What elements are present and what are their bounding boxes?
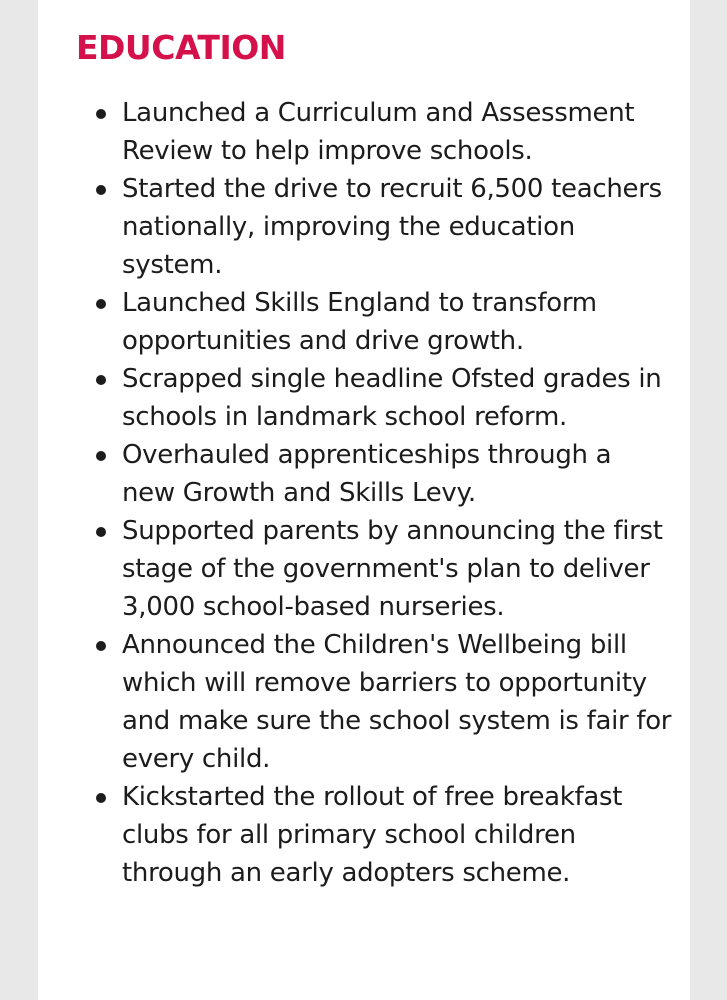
list-item-text: Launched a Curriculum and Assessment Review to help improve schools. (122, 98, 635, 166)
bullet-icon (96, 299, 106, 309)
list-item (76, 360, 672, 436)
bullet-icon (96, 185, 106, 195)
list-item-text: Scrapped single headline Ofsted grades in schools in landmark school reform. (122, 364, 662, 432)
bullet-icon (96, 793, 106, 803)
list-item (76, 512, 672, 626)
achievements-list (76, 94, 672, 892)
list-item (76, 284, 672, 360)
list-item (76, 170, 672, 284)
list-item-text: Started the drive to recruit 6,500 teachers nationally, improving the education system. (122, 174, 662, 280)
list-item-text: Kickstarted the rollout of free breakfast clubs for all primary school children through an early adopters scheme. (122, 782, 623, 888)
list-item-text: Announced the Children's Wellbeing bill which will remove barriers to opportunity and make sure the school system is fair for every child. (122, 630, 672, 774)
bullet-icon (96, 641, 106, 651)
list-item-text: Launched Skills England to transform opportunities and drive growth. (122, 288, 597, 356)
bullet-icon (96, 109, 106, 119)
list-item (76, 94, 672, 170)
content-card (38, 0, 690, 1000)
section-title: EDUCATION (76, 28, 286, 67)
bullet-icon (96, 375, 106, 385)
list-item-text: Overhauled apprenticeships through a new Growth and Skills Levy. (122, 440, 612, 508)
list-item-text: Supported parents by announcing the first stage of the government's plan to deliver 3,000 school-based nurseries. (122, 516, 663, 622)
list-item (76, 436, 672, 512)
bullet-icon (96, 451, 106, 461)
list-item (76, 778, 672, 892)
list-item (76, 626, 672, 778)
bullet-icon (96, 527, 106, 537)
